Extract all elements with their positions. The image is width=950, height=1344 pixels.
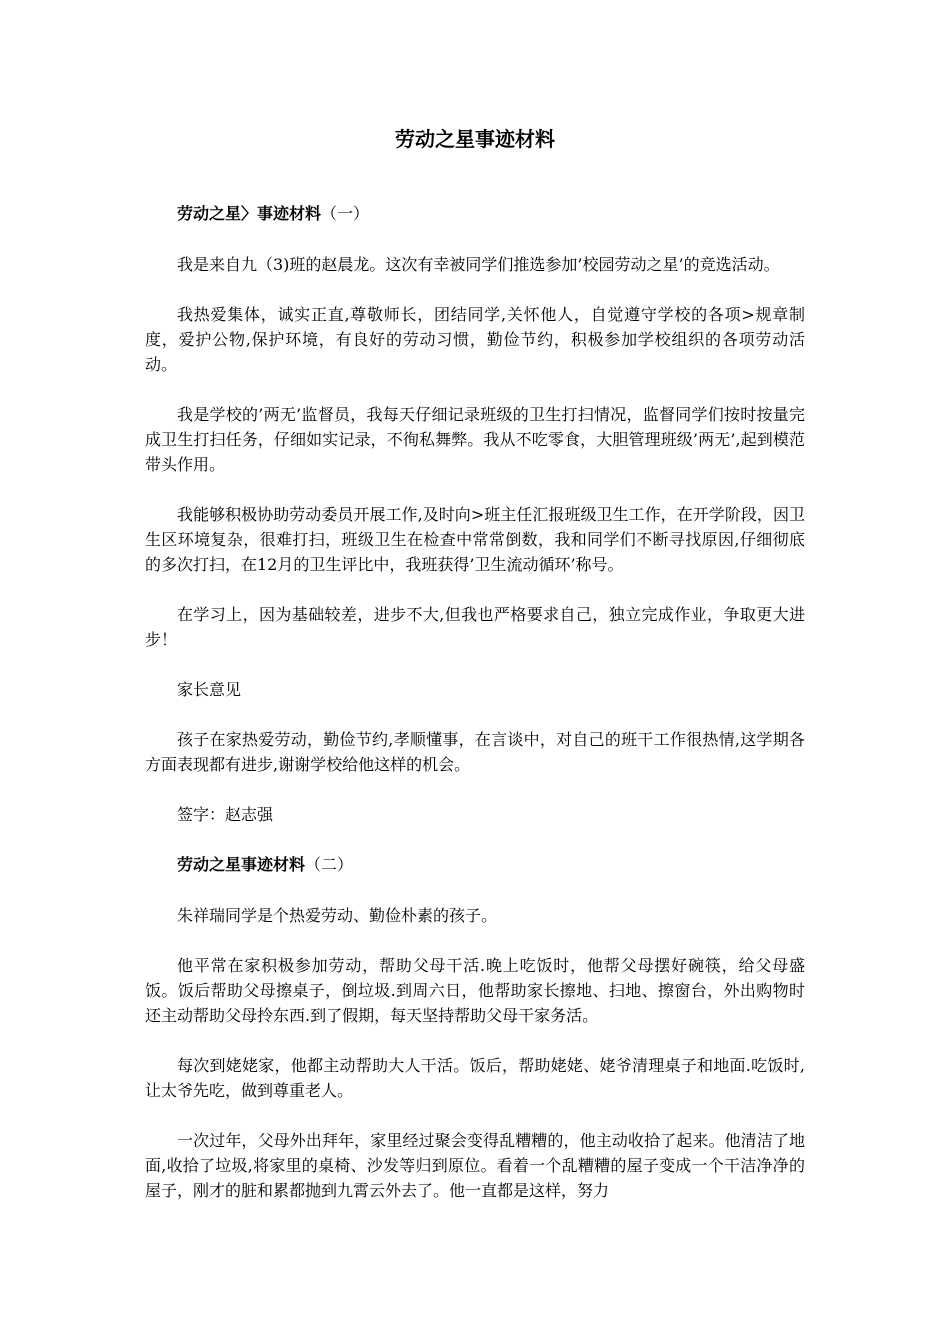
paragraph: 每次到姥姥家，他都主动帮助大人干活。饭后，帮助姥姥、姥爷清理桌子和地面.吃饭时,让太爷先吃，做到尊重老人。 [145, 1056, 805, 1100]
section-heading-2-text: 劳动之星事迹材料 [177, 855, 306, 874]
section-heading-1-text: 劳动之星〉事迹材料 [177, 204, 322, 223]
section-heading-1 [145, 201, 805, 226]
parent-opinion-label: 家长意见 [177, 680, 242, 699]
document-title: 劳动之星事迹材料 [395, 127, 555, 151]
paragraph: 一次过年，父母外出拜年，家里经过聚会变得乱糟糟的，他主动收拾了起来。他清洁了地面,收拾了垃圾,将家里的桌椅、沙发等归到原位。看着一个乱糟糟的屋子变成一个干洁净净的屋子，刚才的脏和累都抛到九霄云外去了。他一直都是这样，努力 [145, 1131, 805, 1200]
section-heading-1-number: （一） [321, 204, 370, 223]
paragraph: 我能够积极协助劳动委员开展工作,及时向>班主任汇报班级卫生工作，在开学阶段，因卫生区环境复杂，很难打扫，班级卫生在检查中常常倒数，我和同学们不断寻找原因,仔细彻底的多次打扫，在12月的卫生评比中，我班获得’卫生流动循环’称号。 [145, 505, 805, 574]
paragraph: 我热爱集体，诚实正直,尊敬师长，团结同学,关怀他人，自觉遵守学校的各项>规章制度，爱护公物,保护环境，有良好的劳动习惯，勤俭节约，积极参加学校组织的各项劳动活动。 [145, 305, 805, 374]
parent-opinion-text: 孩子在家热爱劳动，勤俭节约,孝顺懂事，在言谈中，对自己的班干工作很热情,这学期各方面表现都有进步,谢谢学校给他这样的机会。 [145, 730, 805, 774]
paragraph: 朱祥瑞同学是个热爱劳动、勤俭朴素的孩子。 [177, 906, 498, 925]
section-heading-2 [145, 852, 805, 877]
section-heading-2-number: （二） [305, 855, 354, 874]
paragraph: 我是学校的’两无’监督员，我每天仔细记录班级的卫生打扫情况，监督同学们按时按量完成卫生打扫任务，仔细如实记录，不徇私舞弊。我从不吃零食，大胆管理班级’两无’,起到模范带头作用。 [145, 405, 805, 474]
paragraph: 他平常在家积极参加劳动，帮助父母干活.晚上吃饭时，他帮父母摆好碗筷，给父母盛饭。饭后帮助父母擦桌子，倒垃圾.到周六日，他帮助家长擦地、扫地、擦窗台，外出购物时还主动帮助父母拎东西.到了假期，每天坚持帮助父母干家务活。 [145, 956, 805, 1025]
paragraph: 我是来自九（3)班的赵晨龙。这次有幸被同学们推选参加’校园劳动之星’的竞选活动。 [177, 255, 780, 274]
document-body [145, 126, 805, 1228]
signature-line: 签字：赵志强 [177, 805, 274, 824]
paragraph: 在学习上，因为基础较差，进步不大,但我也严格要求自己，独立完成作业，争取更大进步！ [145, 605, 805, 649]
